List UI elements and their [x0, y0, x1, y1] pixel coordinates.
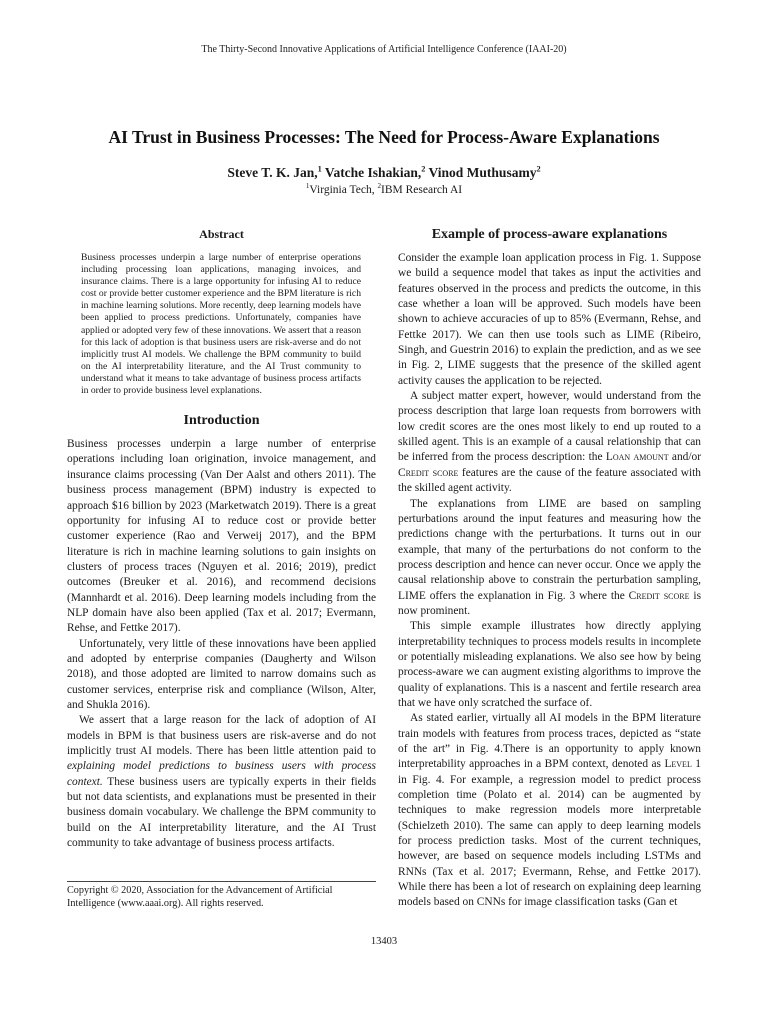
paragraph-text: in Fig. 4. For example, a regression model to predict process completion time (Polato et al. 2014) can be augmented by techniques to make regression models more interpretable (Schielzeth 2010). The same can apply to deep learning models for process prediction tasks. Most of the current techniques, however, are based on sequence models including LSTMs and RNNs (Tax et al. 2017; Evermann, Rehse, and Fettke 2017). While there has been a lot of research on explaining deep learning models based on CNNs for image classification tasks (Gan et [398, 773, 701, 909]
author-name: Steve T. K. Jan, [227, 165, 318, 180]
left-column [67, 227, 376, 851]
author-affiliation-mark: 1 [317, 164, 322, 174]
example-heading: Example of process-aware explanations [431, 227, 668, 242]
example-paragraph: Consider the example loan application process in Fig. 1. Suppose we build a sequence model that takes as input the activities and features observed in the process and predicts the outcome, in this case whether a loan will be approved. Such models have been shown to achieve accuracies of up to 85% (Evermann, Rehse, and Fettke 2017). We can then use tools such as LIME (Ribeiro, Singh, and Guestrin 2016) to explain the prediction, and as we see in Fig. 2, LIME suggests that the presence of the skilled agent activity causes the application to be rejected. [398, 252, 701, 387]
paragraph-text: A subject matter expert, however, would understand from the process description that large loan requests from borrowers with low credit scores are the ones most likely to end up routed to a skilled agent. This is an example of a causal relationship that can be inferred from the process description: the [398, 390, 701, 464]
copyright-footnote [67, 881, 376, 910]
level-name: Level 1 [664, 758, 701, 771]
paragraph-text: As stated earlier, virtually all AI models in the BPM literature train models with features from process traces, depicted as “state of the art” in Fig. 4.There is an opportunity to apply known interpretability approaches in a BPM context, denoted as [398, 712, 701, 771]
example-paragraph [398, 711, 701, 910]
paragraph-text: and/or [668, 451, 702, 464]
author-name: Vinod Muthusamy [425, 165, 537, 180]
author-affiliation-mark: 2 [421, 164, 426, 174]
feature-name: Credit score [628, 589, 690, 602]
example-paragraph: This simple example illustrates how directly applying interpretability techniques to process models results in incomplete or potentially misleading explanations. We also see how by being process-aware we can augment existing algorithms to improve the quality of explanations. This is a nascent and fertile research area that we have only scratched the surface of. [398, 620, 701, 709]
page-number: 13403 [370, 936, 398, 947]
affiliation-name: IBM Research AI [381, 184, 463, 196]
footnote-text: 2020, Association for the Advancement of Artificial Intelligence (www.aaai.org). All rights reserved. [67, 885, 333, 909]
introduction-heading: Introduction [183, 413, 260, 429]
introduction-paragraph [67, 713, 376, 851]
example-paragraph [398, 497, 701, 620]
affiliation-name: Virginia Tech, [309, 184, 378, 196]
author-name: Vatche Ishakian, [321, 165, 422, 180]
paragraph-text: The explanations from LIME are based on sampling perturbations around the input features and measuring how the predictions change with the perturbations. It turns out in our example, that many of the perturbations do not conform to the process description and hence can never occur. Once we apply the causal relationship above to constrain the perturbation sampling, LIME offers the explanation in Fig. 3 where the [398, 497, 701, 602]
paragraph-text: We assert that a large reason for the lack of adoption of AI models in BPM is that business users are risk-averse and do not implicitly trust AI models. There has been little attention paid to [67, 714, 376, 757]
abstract-text: Business processes underpin a large number of enterprise operations including processing loan applications, managing invoices, and insurance claims. There is a large opportunity for infusing AI to reduce cost or provide better customer experience and the BPM literature is rich in machine learning solutions. More recently, deep learning models have been applied to process predictions. Unfortunately, companies have applied or adopted very few of these innovations. We assert that a reason for this lack of adoption is that business users are risk-averse and do not implicitly trust AI models. We challenge the BPM community to build on the AI interpretability literature, and the AI Trust community to understand what it means to take advantage of business process artifacts in order to provide business level explanations. [81, 252, 361, 397]
paragraph-text: is now prominent. [398, 589, 702, 617]
introduction-paragraph: Unfortunately, very little of these innovations have been applied and adopted by enterprise companies (Daugherty and Wilson 2018), and those adopted are limited to narrow domains such as customer services, enterprise risk and compliance (Wilson, Alter, and Shukla 2016). [67, 637, 376, 711]
example-paragraph [398, 389, 701, 496]
author-list [0, 165, 768, 181]
feature-name: Credit score [398, 466, 459, 479]
paragraph-text: features are the cause of the feature associated with the skilled agent activity. [398, 466, 701, 495]
right-column [398, 227, 701, 911]
author-affiliation-mark: 2 [536, 164, 541, 174]
paper-title: AI Trust in Business Processes: The Need for Process-Aware Explanations [108, 127, 660, 147]
affiliation-mark: 1 [305, 182, 310, 191]
conference-header: The Thirty-Second Innovative Applications of Artificial Intelligence Conference (IAAI-20) [201, 44, 567, 55]
copyright-symbol: © [110, 885, 119, 896]
abstract-heading: Abstract [199, 227, 244, 241]
affiliation-list [0, 184, 768, 196]
paragraph-text: These business users are typically experts in their fields but not data scientists, and explanations must be presented in their business domain vocabulary. We challenge the BPM community to build on the AI interpretability literature, and the AI Trust community to take advantage of business process artifacts. [67, 775, 376, 850]
emphasized-text: explaining model predictions to business users with process context. [67, 760, 376, 788]
introduction-paragraph: Business processes underpin a large number of enterprise operations including loan origination, invoice management, and insurance claims processing (Van Der Aalst and others 2011). The business process management (BPM) industry is expected to approach $16 billion by 2023 (Marketwatch 2019). There is a great opportunity for infusing AI to reduce cost or provide better customer experience (Rao and Verweij 2017), and the BPM literature is rich in machine learning solutions to gain insights on clusters of process traces (Nguyen et al. 2016; 2019), predict outcomes (Breuker et al. 2016), and recommend decisions (Mannhardt et al. 2016). Deep learning models including from the NLP domain have also been applied (Tax et al. 2017; Evermann, Rehse, and Fettke 2017). [67, 438, 376, 635]
footnote-text: Copyright [67, 885, 111, 896]
affiliation-mark: 2 [377, 182, 382, 191]
feature-name: Loan amount [605, 451, 669, 464]
